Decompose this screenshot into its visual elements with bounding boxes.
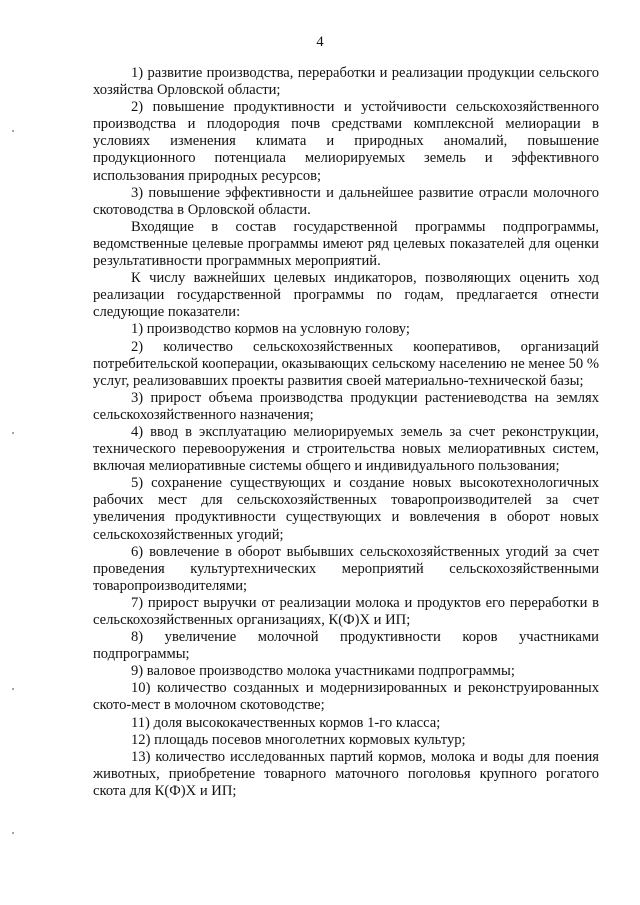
indicator-10: 10) количество созданных и модернизированных и реконструированных ското-мест в молочном скотоводстве; (93, 680, 599, 714)
indicator-2: 2) количество сельскохозяйственных кооперативов, организаций потребительской кооперации, оказывающих сельскому населению не менее 50 % услуг, реализовавших проекты развития своей материально-технической базы; (93, 338, 599, 389)
paragraph-subprograms: Входящие в состав государственной программы подпрограммы, ведомственные целевые программы имеют ряд целевых показателей для оценки результативности программных мероприятий. (93, 218, 599, 270)
paragraph-goal-2: 2) повышение продуктивности и устойчивости сельскохозяйственного производства и плодородия почв средствами комплексной мелиорации в условиях изменения климата и природных аномалий, повышение продукционного потенциала мелиорируемых земель и эффективного использования природных ресурсов; (93, 99, 599, 184)
indicator-12: 12) площадь посевов многолетних кормовых культур; (131, 731, 466, 748)
indicator-7: 7) прирост выручки от реализации молока и продуктов его переработки в сельскохозяйственных организациях, К(Ф)Х и ИП; (93, 594, 599, 628)
document-body (93, 65, 599, 800)
indicator-4: 4) ввод в эксплуатацию мелиорируемых земель за счет реконструкции, технического перевооружения и строительства новых мелиоративных систем, включая мелиоративные системы общего и индивидуального пользования; (93, 423, 599, 475)
page-number: 4 (316, 34, 324, 50)
margin-mark (12, 832, 14, 834)
paragraph-goal-3: 3) повышение эффективности и дальнейшее развитие отрасли молочного скотоводства в Орловской области. (93, 184, 599, 218)
paragraph-goal-1: 1) развитие производства, переработки и реализации продукции сельского хозяйства Орловской области; (93, 65, 599, 99)
indicator-5: 5) сохранение существующих и создание новых высокотехнологичных рабочих мест для сельскохозяйственных товаропроизводителей за счет увеличения продуктивности существующих и вовлечения в оборот новых сельскохозяйственных угодий; (93, 475, 599, 543)
indicator-9: 9) валовое производство молока участниками подпрограммы; (131, 663, 515, 680)
indicator-11: 11) доля высококачественных кормов 1-го класса; (131, 714, 441, 731)
indicator-6: 6) вовлечение в оборот выбывших сельскохозяйственных угодий за счет проведения культуртехнических мероприятий сельскохозяйственными товаропроизводителями; (93, 543, 599, 594)
margin-mark (12, 432, 14, 434)
indicator-13: 13) количество исследованных партий кормов, молока и воды для поения животных, приобретение товарного маточного поголовья крупного рогатого скота для К(Ф)Х и ИП; (93, 748, 599, 799)
margin-mark (12, 688, 14, 690)
paragraph-indicators-intro: К числу важнейших целевых индикаторов, позволяющих оценить ход реализации государственной программы по годам, предлагается отнести следующие показатели: (93, 270, 599, 321)
indicator-8: 8) увеличение молочной продуктивности коров участниками подпрограммы; (93, 629, 599, 663)
indicator-3: 3) прирост объема производства продукции растениеводства на землях сельскохозяйственного назначения; (93, 389, 599, 423)
margin-mark (12, 130, 14, 132)
indicator-1: 1) производство кормов на условную голову; (131, 321, 410, 338)
